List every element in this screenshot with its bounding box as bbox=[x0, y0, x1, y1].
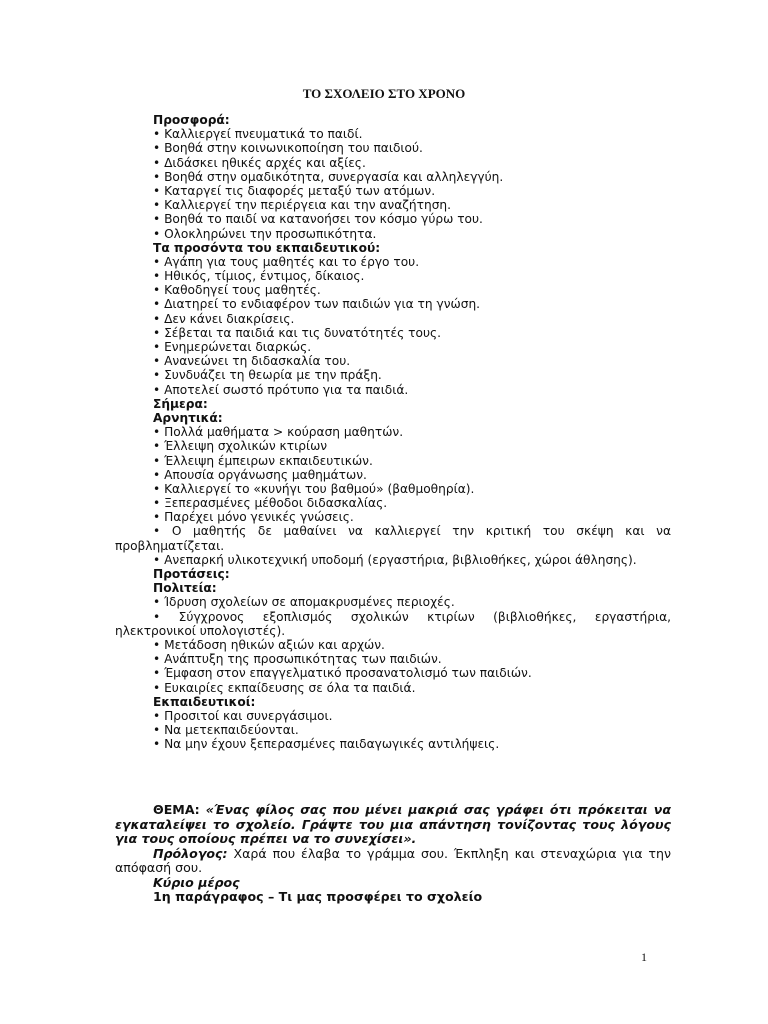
list-item: • Ηθικός, τίμιος, έντιμος, δίκαιος. bbox=[153, 269, 365, 284]
section-heading-prosonta: Τα προσόντα του εκπαιδευτικού: bbox=[153, 240, 381, 255]
thema-text: «Ένας φίλος σας που μένει μακριά σας γράφει ότι πρόκειται να bbox=[205, 802, 671, 817]
list-item: • Ανανεώνει τη διδασκαλία του. bbox=[153, 354, 351, 369]
thema-label: ΘΕΜΑ: bbox=[153, 802, 200, 817]
page-number: 1 bbox=[641, 950, 647, 964]
subheading-ekpaideutikoi: Εκπαιδευτικοί: bbox=[153, 694, 256, 709]
kyrio-meros-heading: Κύριο μέρος bbox=[153, 874, 240, 890]
list-item: • Καλλιεργεί πνευματικά το παιδί. bbox=[153, 127, 363, 142]
essay-section bbox=[115, 803, 671, 905]
paragraph-heading: 1η παράγραφος – Τι μας προσφέρει το σχολείο bbox=[153, 889, 483, 904]
list-item: • Ολοκληρώνει την προσωπικότητα. bbox=[153, 226, 377, 241]
list-item: • Καθοδηγεί τους μαθητές. bbox=[153, 283, 321, 298]
list-item: • Έλλειψη έμπειρων εκπαιδευτικών. bbox=[153, 453, 373, 468]
list-item: • Απουσία οργάνωσης μαθημάτων. bbox=[153, 467, 367, 482]
list-item: • Ίδρυση σχολείων σε απομακρυσμένες περιοχές. bbox=[153, 595, 455, 610]
essay-topic-line: για τους οποίους πρέπει να το συνεχίσει». bbox=[115, 831, 417, 846]
list-item: • Αποτελεί σωστό πρότυπο για τα παιδιά. bbox=[153, 382, 409, 397]
list-item: • Πολλά μαθήματα > κούραση μαθητών. bbox=[153, 425, 404, 440]
essay-topic-line bbox=[115, 803, 671, 818]
list-item: • Ο μαθητής δε μαθαίνει να καλλιεργεί την κριτική του σκέψη και να bbox=[153, 524, 671, 539]
list-item-continuation: προβληματίζεται. bbox=[115, 538, 225, 553]
prologos-continuation: απόφασή σου. bbox=[115, 860, 203, 875]
list-item: • Βοηθά στην ομαδικότητα, συνεργασία και αλληλεγγύη. bbox=[153, 169, 504, 184]
list-item: • Ενημερώνεται διαρκώς. bbox=[153, 340, 312, 354]
section-heading-prosfora: Προσφορά: bbox=[153, 113, 230, 127]
list-item: • Έλλειψη σχολικών κτιρίων bbox=[153, 439, 328, 454]
list-item: • Έμφαση στον επαγγελματικό προσανατολισμό των παιδιών. bbox=[153, 666, 532, 681]
list-item: • Να μην έχουν ξεπερασμένες παιδαγωγικές αντιλήψεις. bbox=[153, 737, 500, 752]
list-item: • Αγάπη για τους μαθητές και το έργο του. bbox=[153, 254, 420, 269]
subheading-arnitika: Αρνητικά: bbox=[153, 410, 223, 425]
list-item: • Ευκαιρίες εκπαίδευσης σε όλα τα παιδιά. bbox=[153, 680, 416, 695]
prologos-line bbox=[115, 847, 671, 862]
list-item: • Παρέχει μόνο γενικές γνώσεις. bbox=[153, 510, 354, 525]
list-item: • Διατηρεί το ενδιαφέρον των παιδιών για τη γνώση. bbox=[153, 297, 481, 312]
list-item-continuation: ηλεκτρονικοί υπολογιστές). bbox=[115, 623, 286, 638]
list-item: • Ανεπαρκή υλικοτεχνική υποδομή (εργαστήρια, βιβλιοθήκες, χώροι άθλησης). bbox=[153, 552, 637, 567]
subheading-politeia: Πολιτεία: bbox=[153, 581, 217, 596]
list-item: • Βοηθά το παιδί να κατανοήσει τον κόσμο γύρω του. bbox=[153, 212, 483, 227]
section-heading-simera: Σήμερα: bbox=[153, 396, 208, 411]
list-item: • Δεν κάνει διακρίσεις. bbox=[153, 311, 295, 326]
prologos-text: Χαρά που έλαβα το γράμμα σου. Έκπληξη και στεναχώρια για την bbox=[233, 845, 671, 861]
list-item: • Ξεπερασμένες μέθοδοι διδασκαλίας. bbox=[153, 496, 388, 511]
list-item: • Καλλιεργεί το «κυνήγι του βαθμού» (βαθμοθηρία). bbox=[153, 481, 475, 496]
list-item: • Βοηθά στην κοινωνικοποίηση του παιδιού. bbox=[153, 141, 423, 156]
prologos-label: Πρόλογος: bbox=[153, 845, 228, 861]
document-body bbox=[115, 113, 671, 751]
list-item: • Καλλιεργεί την περιέργεια και την αναζήτηση. bbox=[153, 198, 452, 213]
list-item: • Διδάσκει ηθικές αρχές και αξίες. bbox=[153, 155, 366, 170]
list-item: • Ανάπτυξη της προσωπικότητας των παιδιών. bbox=[153, 652, 442, 667]
list-item: • Συνδυάζει τη θεωρία με την πράξη. bbox=[153, 368, 382, 383]
essay-topic-line: εγκαταλείψει το σχολείο. Γράψτε του μια απάντηση τονίζοντας τους λόγους bbox=[115, 816, 671, 832]
list-item: • Σέβεται τα παιδιά και τις δυνατότητές τους. bbox=[153, 325, 442, 340]
list-item: • Προσιτοί και συνεργάσιμοι. bbox=[153, 708, 333, 723]
document-title: ΤΟ ΣΧΟΛΕΙΟ ΣΤΟ ΧΡΟΝΟ bbox=[302, 86, 466, 101]
section-heading-protaseis: Προτάσεις: bbox=[153, 567, 230, 581]
list-item: • Μετάδοση ηθικών αξιών και αρχών. bbox=[153, 637, 385, 652]
list-item: • Καταργεί τις διαφορές μεταξύ των ατόμων. bbox=[153, 183, 436, 198]
list-item: • Σύγχρονος εξοπλισμός σχολικών κτιρίων (βιβλιοθήκες, εργαστήρια, bbox=[153, 609, 671, 624]
list-item: • Να μετεκπαιδεύονται. bbox=[153, 723, 299, 738]
